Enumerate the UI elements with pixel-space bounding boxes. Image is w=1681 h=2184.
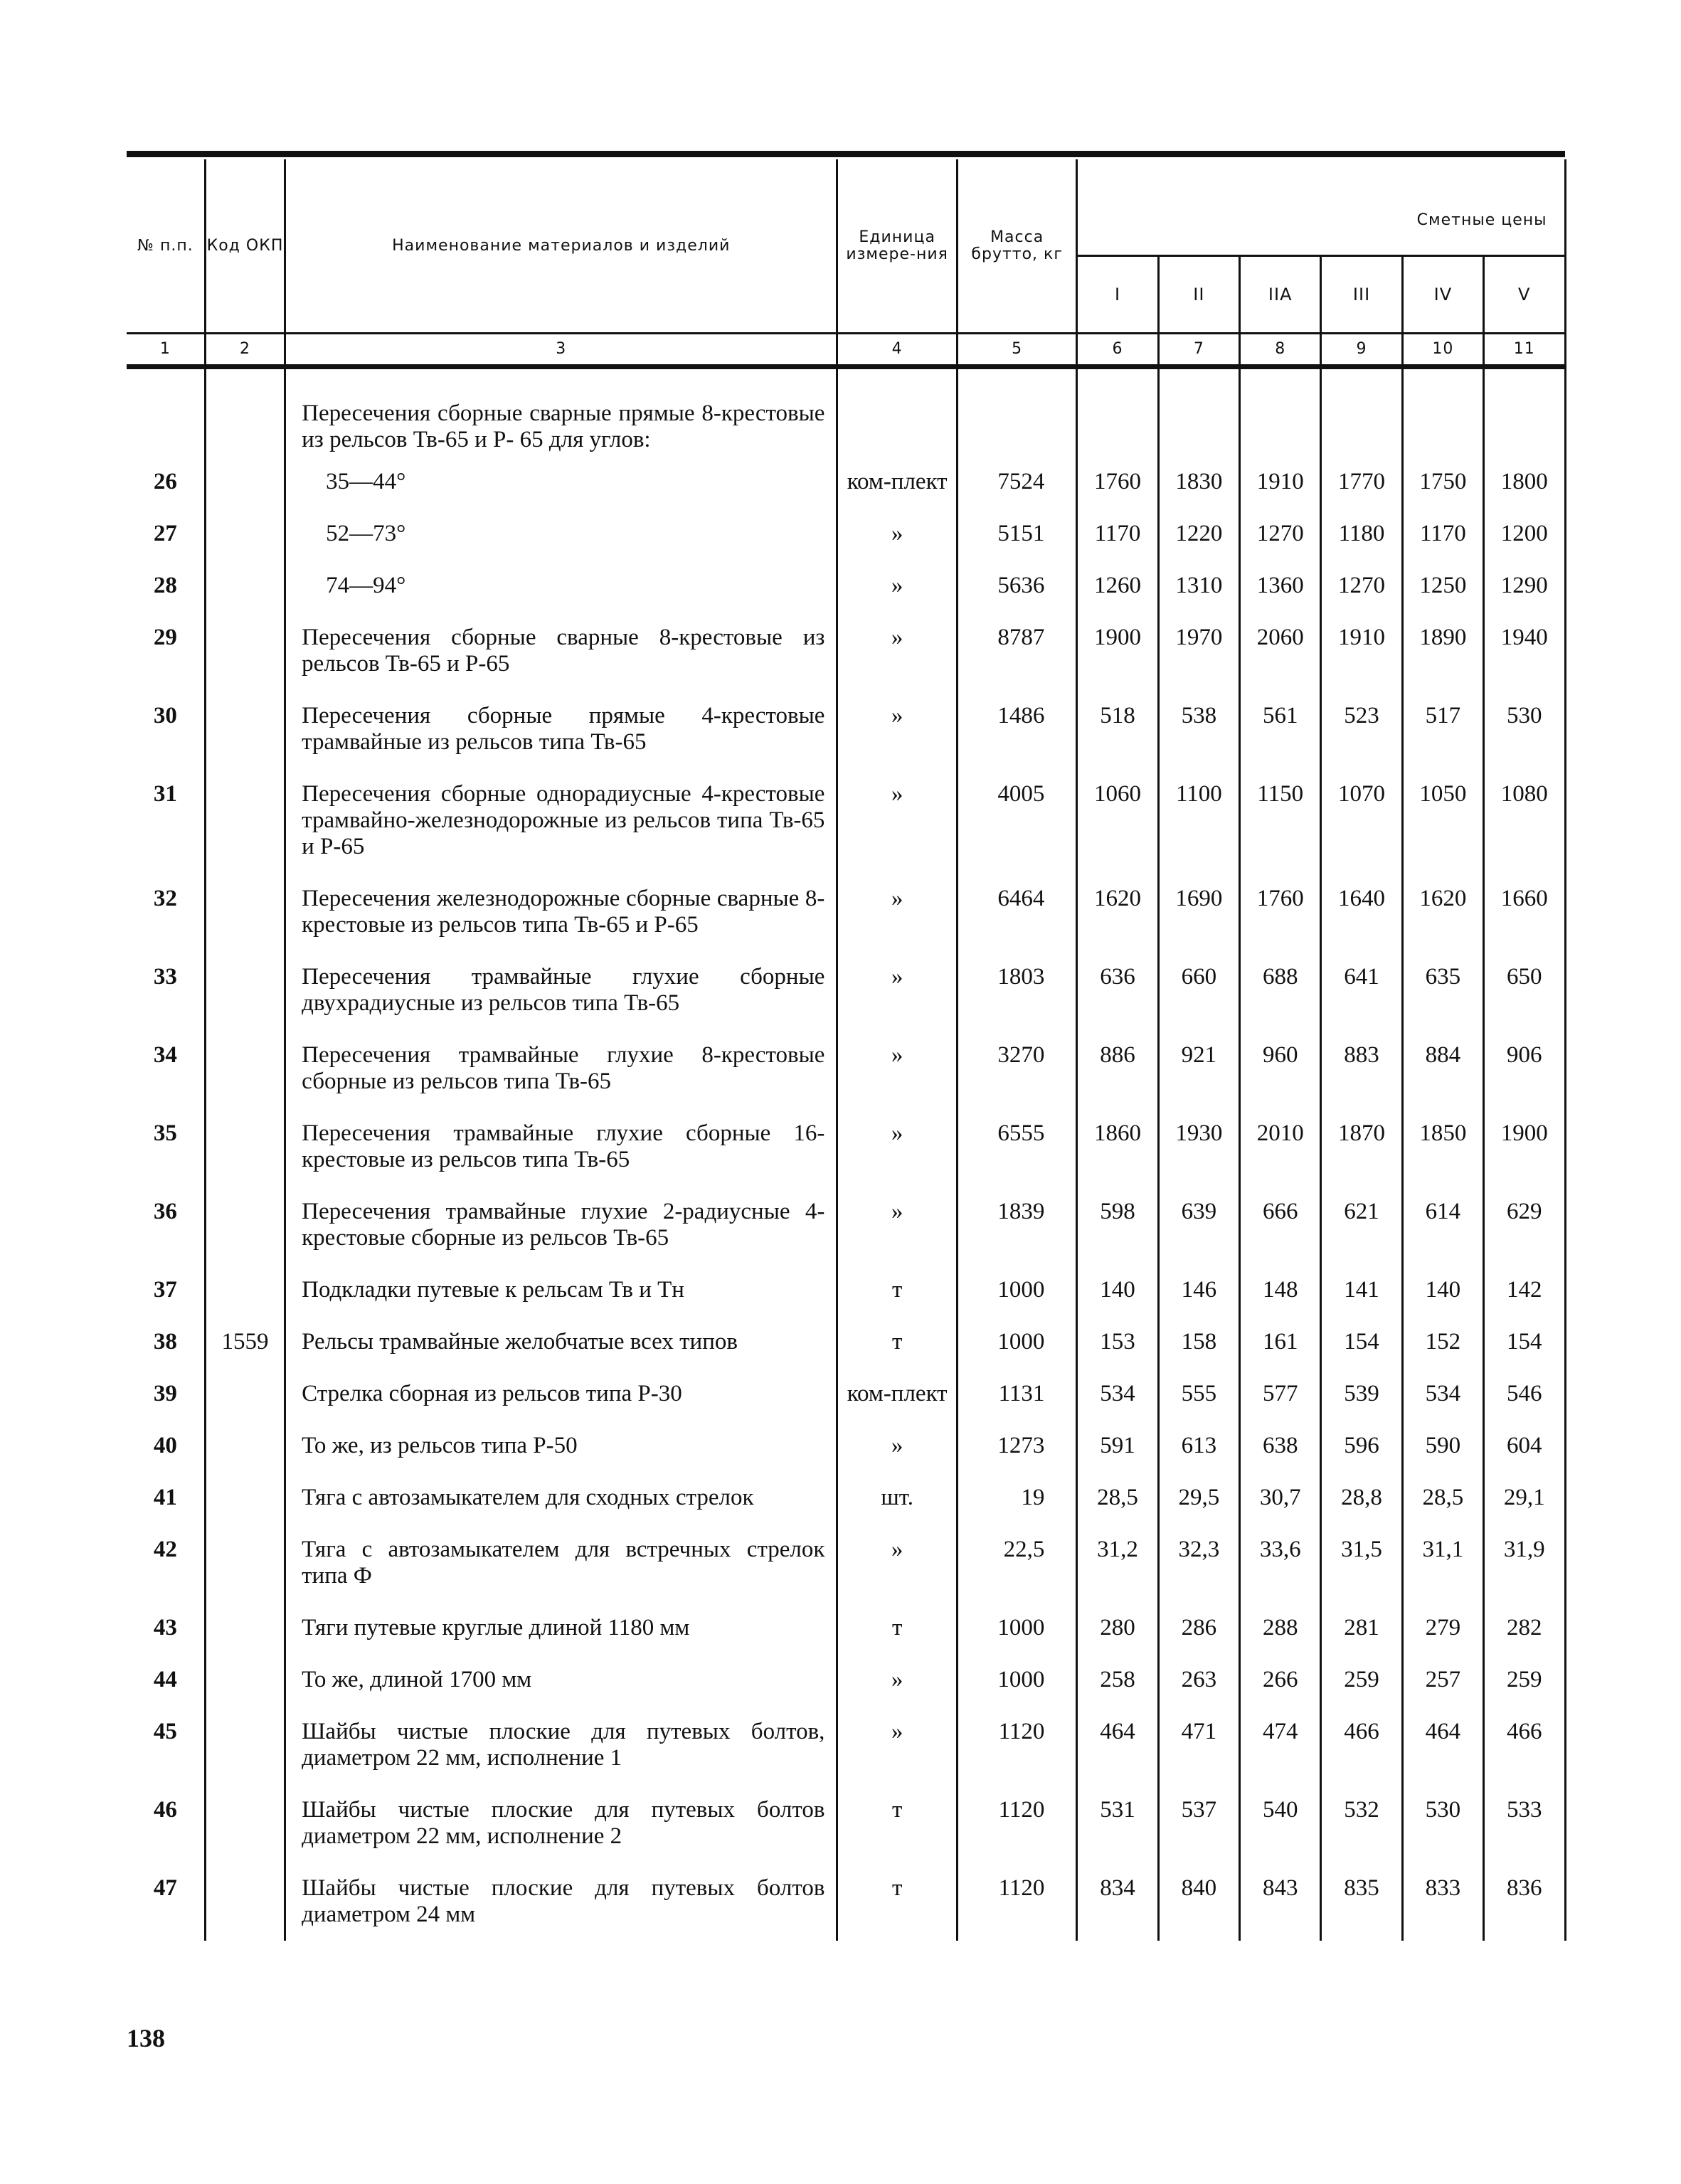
row-number: 31 bbox=[127, 768, 205, 873]
row-price: 280 bbox=[1077, 1602, 1158, 1654]
top-rule bbox=[127, 151, 1565, 157]
row-price: 636 bbox=[1077, 951, 1158, 1029]
row-code bbox=[205, 1029, 285, 1108]
row-price: 140 bbox=[1077, 1264, 1158, 1316]
row-price: 31,5 bbox=[1321, 1524, 1402, 1602]
row-price: 154 bbox=[1484, 1316, 1565, 1368]
table-row bbox=[127, 1108, 1565, 1186]
row-mass: 1120 bbox=[957, 1706, 1076, 1784]
row-code bbox=[205, 1264, 285, 1316]
row-price: 28,5 bbox=[1077, 1472, 1158, 1524]
row-number: 45 bbox=[127, 1706, 205, 1784]
table-row bbox=[127, 612, 1565, 690]
row-price: 1830 bbox=[1158, 456, 1239, 508]
row-code bbox=[205, 1784, 285, 1862]
row-price: 266 bbox=[1240, 1654, 1321, 1706]
row-price: 141 bbox=[1321, 1264, 1402, 1316]
col-number: 2 bbox=[205, 334, 285, 367]
row-number: 33 bbox=[127, 951, 205, 1029]
row-code bbox=[205, 690, 285, 768]
row-code bbox=[205, 1186, 285, 1264]
row-unit: » bbox=[837, 690, 957, 768]
row-price: 666 bbox=[1240, 1186, 1321, 1264]
row-number: 44 bbox=[127, 1654, 205, 1706]
row-price: 1260 bbox=[1077, 560, 1158, 612]
row-price: 288 bbox=[1240, 1602, 1321, 1654]
row-price: 590 bbox=[1402, 1420, 1483, 1472]
row-price: 604 bbox=[1484, 1420, 1565, 1472]
table-row bbox=[127, 768, 1565, 873]
row-price: 1060 bbox=[1077, 768, 1158, 873]
row-price: 886 bbox=[1077, 1029, 1158, 1108]
row-price: 1900 bbox=[1077, 612, 1158, 690]
row-unit: » bbox=[837, 1524, 957, 1602]
row-number: 47 bbox=[127, 1862, 205, 1941]
row-mass: 1000 bbox=[957, 1602, 1076, 1654]
header-zone: IIА bbox=[1240, 256, 1321, 334]
row-price: 1360 bbox=[1240, 560, 1321, 612]
row-price: 1850 bbox=[1402, 1108, 1483, 1186]
row-price: 530 bbox=[1402, 1784, 1483, 1862]
row-price: 263 bbox=[1158, 1654, 1239, 1706]
row-code bbox=[205, 1108, 285, 1186]
row-price: 1910 bbox=[1240, 456, 1321, 508]
header-mass: Масса брутто, кг bbox=[957, 159, 1076, 334]
header-zone: V bbox=[1484, 256, 1565, 334]
row-price: 629 bbox=[1484, 1186, 1565, 1264]
row-price: 533 bbox=[1484, 1784, 1565, 1862]
row-code bbox=[205, 612, 285, 690]
row-mass: 1120 bbox=[957, 1784, 1076, 1862]
row-number: 28 bbox=[127, 560, 205, 612]
row-number: 35 bbox=[127, 1108, 205, 1186]
row-name: Стрелка сборная из рельсов типа Р-30 bbox=[285, 1368, 837, 1420]
row-price: 835 bbox=[1321, 1862, 1402, 1941]
row-price: 884 bbox=[1402, 1029, 1483, 1108]
section-title-row bbox=[127, 367, 1565, 457]
row-price: 29,5 bbox=[1158, 1472, 1239, 1524]
table-row bbox=[127, 456, 1565, 508]
row-name: Пересечения трамвайные глухие сборные двухрадиусные из рельсов типа Тв-65 bbox=[285, 951, 837, 1029]
row-price: 146 bbox=[1158, 1264, 1239, 1316]
row-mass: 1131 bbox=[957, 1368, 1076, 1420]
row-price: 621 bbox=[1321, 1186, 1402, 1264]
table-row bbox=[127, 1862, 1565, 1941]
row-price: 833 bbox=[1402, 1862, 1483, 1941]
row-number: 27 bbox=[127, 508, 205, 560]
table-row bbox=[127, 1654, 1565, 1706]
row-mass: 4005 bbox=[957, 768, 1076, 873]
row-price: 1310 bbox=[1158, 560, 1239, 612]
col-number: 1 bbox=[127, 334, 205, 367]
row-number: 36 bbox=[127, 1186, 205, 1264]
row-mass: 5636 bbox=[957, 560, 1076, 612]
row-price: 639 bbox=[1158, 1186, 1239, 1264]
row-price: 1250 bbox=[1402, 560, 1483, 612]
row-name: Тяга с автозамыкателем для встречных стрелок типа Ф bbox=[285, 1524, 837, 1602]
row-price: 474 bbox=[1240, 1706, 1321, 1784]
row-mass: 6555 bbox=[957, 1108, 1076, 1186]
row-price: 546 bbox=[1484, 1368, 1565, 1420]
row-number: 46 bbox=[127, 1784, 205, 1862]
row-price: 471 bbox=[1158, 1706, 1239, 1784]
row-price: 1940 bbox=[1484, 612, 1565, 690]
row-price: 28,8 bbox=[1321, 1472, 1402, 1524]
row-unit: т bbox=[837, 1784, 957, 1862]
row-name: 52—73° bbox=[285, 508, 837, 560]
row-price: 259 bbox=[1484, 1654, 1565, 1706]
header-num: № п.п. bbox=[127, 159, 205, 334]
row-name: Тяги путевые круглые длиной 1180 мм bbox=[285, 1602, 837, 1654]
row-price: 1660 bbox=[1484, 873, 1565, 951]
row-name: Тяга с автозамыкателем для сходных стрелок bbox=[285, 1472, 837, 1524]
row-price: 161 bbox=[1240, 1316, 1321, 1368]
row-number: 38 bbox=[127, 1316, 205, 1368]
table-row bbox=[127, 1368, 1565, 1420]
row-price: 1620 bbox=[1077, 873, 1158, 951]
row-price: 31,1 bbox=[1402, 1524, 1483, 1602]
col-number: 10 bbox=[1402, 334, 1483, 367]
row-unit: » bbox=[837, 560, 957, 612]
row-price: 1270 bbox=[1240, 508, 1321, 560]
row-price: 1180 bbox=[1321, 508, 1402, 560]
table-row bbox=[127, 1472, 1565, 1524]
row-price: 530 bbox=[1484, 690, 1565, 768]
row-name: Пересечения трамвайные глухие сборные 16-крестовые из рельсов типа Тв-65 bbox=[285, 1108, 837, 1186]
page-number: 138 bbox=[127, 2024, 165, 2052]
row-mass: 1803 bbox=[957, 951, 1076, 1029]
row-unit: » bbox=[837, 951, 957, 1029]
row-code bbox=[205, 456, 285, 508]
row-name: Рельсы трамвайные желобчатые всех типов bbox=[285, 1316, 837, 1368]
row-price: 906 bbox=[1484, 1029, 1565, 1108]
row-price: 31,2 bbox=[1077, 1524, 1158, 1602]
row-price: 153 bbox=[1077, 1316, 1158, 1368]
row-code bbox=[205, 951, 285, 1029]
row-price: 1290 bbox=[1484, 560, 1565, 612]
row-code bbox=[205, 1420, 285, 1472]
row-price: 537 bbox=[1158, 1784, 1239, 1862]
col-number: 5 bbox=[957, 334, 1076, 367]
header-zone: IV bbox=[1402, 256, 1483, 334]
col-number: 3 bbox=[285, 334, 837, 367]
row-price: 258 bbox=[1077, 1654, 1158, 1706]
row-number: 34 bbox=[127, 1029, 205, 1108]
row-name: 74—94° bbox=[285, 560, 837, 612]
row-price: 1170 bbox=[1402, 508, 1483, 560]
row-price: 531 bbox=[1077, 1784, 1158, 1862]
row-price: 29,1 bbox=[1484, 1472, 1565, 1524]
row-price: 464 bbox=[1077, 1706, 1158, 1784]
row-price: 1750 bbox=[1402, 456, 1483, 508]
row-price: 466 bbox=[1321, 1706, 1402, 1784]
row-unit: » bbox=[837, 1186, 957, 1264]
col-number: 11 bbox=[1484, 334, 1565, 367]
col-number: 7 bbox=[1158, 334, 1239, 367]
row-price: 598 bbox=[1077, 1186, 1158, 1264]
row-price: 1930 bbox=[1158, 1108, 1239, 1186]
row-mass: 22,5 bbox=[957, 1524, 1076, 1602]
row-price: 2060 bbox=[1240, 612, 1321, 690]
row-price: 1690 bbox=[1158, 873, 1239, 951]
row-unit: » bbox=[837, 1029, 957, 1108]
row-price: 1080 bbox=[1484, 768, 1565, 873]
table-body bbox=[127, 367, 1565, 1941]
row-price: 843 bbox=[1240, 1862, 1321, 1941]
row-price: 1620 bbox=[1402, 873, 1483, 951]
row-price: 921 bbox=[1158, 1029, 1239, 1108]
row-code bbox=[205, 1862, 285, 1941]
col-number: 8 bbox=[1240, 334, 1321, 367]
row-price: 152 bbox=[1402, 1316, 1483, 1368]
row-price: 1070 bbox=[1321, 768, 1402, 873]
header-code: Код ОКП bbox=[205, 159, 285, 334]
row-name: Пересечения сборные однорадиусные 4-крестовые трамвайно-железнодорожные из рельсов типа Тв-65 и Р-65 bbox=[285, 768, 837, 873]
row-mass: 7524 bbox=[957, 456, 1076, 508]
row-price: 635 bbox=[1402, 951, 1483, 1029]
row-price: 1870 bbox=[1321, 1108, 1402, 1186]
row-price: 466 bbox=[1484, 1706, 1565, 1784]
row-price: 538 bbox=[1158, 690, 1239, 768]
table-row bbox=[127, 1264, 1565, 1316]
row-name: Шайбы чистые плоские для путевых болтов диаметром 22 мм, исполнение 2 bbox=[285, 1784, 837, 1862]
table-row bbox=[127, 508, 1565, 560]
row-price: 532 bbox=[1321, 1784, 1402, 1862]
row-price: 1050 bbox=[1402, 768, 1483, 873]
row-name: Пересечения сборные прямые 4-крестовые трамвайные из рельсов типа Тв-65 bbox=[285, 690, 837, 768]
row-price: 282 bbox=[1484, 1602, 1565, 1654]
row-number: 37 bbox=[127, 1264, 205, 1316]
row-price: 33,6 bbox=[1240, 1524, 1321, 1602]
row-price: 286 bbox=[1158, 1602, 1239, 1654]
table-row bbox=[127, 873, 1565, 951]
row-price: 1890 bbox=[1402, 612, 1483, 690]
header-unit: Единица измере-ния bbox=[837, 159, 957, 334]
row-unit: » bbox=[837, 508, 957, 560]
row-code bbox=[205, 508, 285, 560]
row-price: 555 bbox=[1158, 1368, 1239, 1420]
row-unit: » bbox=[837, 768, 957, 873]
row-unit: » bbox=[837, 873, 957, 951]
row-mass: 1000 bbox=[957, 1316, 1076, 1368]
row-code bbox=[205, 873, 285, 951]
row-mass: 1839 bbox=[957, 1186, 1076, 1264]
row-price: 539 bbox=[1321, 1368, 1402, 1420]
row-name: Пересечения сборные сварные 8-крестовые из рельсов Тв-65 и Р-65 bbox=[285, 612, 837, 690]
row-price: 591 bbox=[1077, 1420, 1158, 1472]
row-price: 523 bbox=[1321, 690, 1402, 768]
row-price: 638 bbox=[1240, 1420, 1321, 1472]
row-number: 32 bbox=[127, 873, 205, 951]
row-price: 2010 bbox=[1240, 1108, 1321, 1186]
row-mass: 1486 bbox=[957, 690, 1076, 768]
row-number: 40 bbox=[127, 1420, 205, 1472]
row-price: 1770 bbox=[1321, 456, 1402, 508]
row-price: 1170 bbox=[1077, 508, 1158, 560]
row-price: 1760 bbox=[1240, 873, 1321, 951]
row-price: 660 bbox=[1158, 951, 1239, 1029]
row-name: Пересечения трамвайные глухие 2-радиусные 4-крестовые сборные из рельсов Тв-65 bbox=[285, 1186, 837, 1264]
row-price: 561 bbox=[1240, 690, 1321, 768]
table-row bbox=[127, 1784, 1565, 1862]
row-price: 140 bbox=[1402, 1264, 1483, 1316]
row-price: 836 bbox=[1484, 1862, 1565, 1941]
row-mass: 6464 bbox=[957, 873, 1076, 951]
row-price: 1910 bbox=[1321, 612, 1402, 690]
row-code bbox=[205, 1368, 285, 1420]
row-mass: 1273 bbox=[957, 1420, 1076, 1472]
row-code bbox=[205, 1602, 285, 1654]
row-code bbox=[205, 560, 285, 612]
row-price: 1220 bbox=[1158, 508, 1239, 560]
row-unit: » bbox=[837, 1108, 957, 1186]
row-price: 534 bbox=[1077, 1368, 1158, 1420]
header-zone: II bbox=[1158, 256, 1239, 334]
row-price: 281 bbox=[1321, 1602, 1402, 1654]
row-price: 464 bbox=[1402, 1706, 1483, 1784]
row-price: 1900 bbox=[1484, 1108, 1565, 1186]
row-code bbox=[205, 768, 285, 873]
col-number: 9 bbox=[1321, 334, 1402, 367]
row-unit: » bbox=[837, 612, 957, 690]
row-unit: т bbox=[837, 1264, 957, 1316]
row-name: Пересечения железнодорожные сборные сварные 8-крестовые из рельсов типа Тв-65 и Р-65 bbox=[285, 873, 837, 951]
row-code bbox=[205, 1472, 285, 1524]
row-price: 1800 bbox=[1484, 456, 1565, 508]
row-price: 30,7 bbox=[1240, 1472, 1321, 1524]
row-price: 1150 bbox=[1240, 768, 1321, 873]
row-name: Подкладки путевые к рельсам Тв и Тн bbox=[285, 1264, 837, 1316]
header-name: Наименование материалов и изделий bbox=[285, 159, 837, 334]
table-row bbox=[127, 1316, 1565, 1368]
row-mass: 1120 bbox=[957, 1862, 1076, 1941]
table-row bbox=[127, 1706, 1565, 1784]
row-mass: 8787 bbox=[957, 612, 1076, 690]
row-code: 1559 bbox=[205, 1316, 285, 1368]
table-row bbox=[127, 1186, 1565, 1264]
row-price: 1200 bbox=[1484, 508, 1565, 560]
row-price: 1100 bbox=[1158, 768, 1239, 873]
row-price: 614 bbox=[1402, 1186, 1483, 1264]
row-price: 158 bbox=[1158, 1316, 1239, 1368]
row-price: 257 bbox=[1402, 1654, 1483, 1706]
row-price: 148 bbox=[1240, 1264, 1321, 1316]
row-number: 26 bbox=[127, 456, 205, 508]
row-price: 279 bbox=[1402, 1602, 1483, 1654]
row-price: 1270 bbox=[1321, 560, 1402, 612]
header-zone: III bbox=[1321, 256, 1402, 334]
row-price: 517 bbox=[1402, 690, 1483, 768]
table-row bbox=[127, 690, 1565, 768]
row-name: Пересечения трамвайные глухие 8-крестовые сборные из рельсов типа Тв-65 bbox=[285, 1029, 837, 1108]
row-name: То же, из рельсов типа Р-50 bbox=[285, 1420, 837, 1472]
row-number: 42 bbox=[127, 1524, 205, 1602]
row-price: 32,3 bbox=[1158, 1524, 1239, 1602]
row-name: Шайбы чистые плоские для путевых болтов, диаметром 22 мм, исполнение 1 bbox=[285, 1706, 837, 1784]
header-zone: I bbox=[1077, 256, 1158, 334]
row-price: 613 bbox=[1158, 1420, 1239, 1472]
row-price: 1640 bbox=[1321, 873, 1402, 951]
col-number: 6 bbox=[1077, 334, 1158, 367]
row-mass: 19 bbox=[957, 1472, 1076, 1524]
row-price: 28,5 bbox=[1402, 1472, 1483, 1524]
section-title: Пересечения сборные сварные прямые 8-крестовые из рельсов Тв-65 и Р- 65 для углов: bbox=[285, 367, 837, 457]
row-unit: т bbox=[837, 1862, 957, 1941]
row-price: 688 bbox=[1240, 951, 1321, 1029]
row-unit: » bbox=[837, 1706, 957, 1784]
row-mass: 3270 bbox=[957, 1029, 1076, 1108]
row-price: 540 bbox=[1240, 1784, 1321, 1862]
table-row bbox=[127, 951, 1565, 1029]
row-mass: 1000 bbox=[957, 1264, 1076, 1316]
row-number: 39 bbox=[127, 1368, 205, 1420]
table-row bbox=[127, 560, 1565, 612]
row-number: 30 bbox=[127, 690, 205, 768]
row-price: 596 bbox=[1321, 1420, 1402, 1472]
row-price: 1860 bbox=[1077, 1108, 1158, 1186]
row-code bbox=[205, 1524, 285, 1602]
price-table bbox=[127, 159, 1565, 1941]
row-price: 518 bbox=[1077, 690, 1158, 768]
row-name: То же, длиной 1700 мм bbox=[285, 1654, 837, 1706]
row-number: 43 bbox=[127, 1602, 205, 1654]
row-price: 577 bbox=[1240, 1368, 1321, 1420]
row-number: 29 bbox=[127, 612, 205, 690]
row-price: 142 bbox=[1484, 1264, 1565, 1316]
row-unit: ком-плект bbox=[837, 456, 957, 508]
row-price: 154 bbox=[1321, 1316, 1402, 1368]
row-unit: ком-плект bbox=[837, 1368, 957, 1420]
row-code bbox=[205, 1706, 285, 1784]
row-price: 534 bbox=[1402, 1368, 1483, 1420]
row-price: 1760 bbox=[1077, 456, 1158, 508]
table-row bbox=[127, 1029, 1565, 1108]
row-unit: т bbox=[837, 1316, 957, 1368]
row-name: Шайбы чистые плоские для путевых болтов диаметром 24 мм bbox=[285, 1862, 837, 1941]
row-price: 31,9 bbox=[1484, 1524, 1565, 1602]
header-prices-group: Сметные цены bbox=[1077, 159, 1565, 256]
table-row bbox=[127, 1420, 1565, 1472]
row-price: 834 bbox=[1077, 1862, 1158, 1941]
row-name: 35—44° bbox=[285, 456, 837, 508]
row-price: 641 bbox=[1321, 951, 1402, 1029]
row-mass: 5151 bbox=[957, 508, 1076, 560]
row-price: 259 bbox=[1321, 1654, 1402, 1706]
row-price: 840 bbox=[1158, 1862, 1239, 1941]
table-row bbox=[127, 1524, 1565, 1602]
row-unit: » bbox=[837, 1654, 957, 1706]
row-price: 960 bbox=[1240, 1029, 1321, 1108]
row-code bbox=[205, 1654, 285, 1706]
table-row bbox=[127, 1602, 1565, 1654]
row-mass: 1000 bbox=[957, 1654, 1076, 1706]
row-price: 1970 bbox=[1158, 612, 1239, 690]
row-unit: т bbox=[837, 1602, 957, 1654]
row-unit: шт. bbox=[837, 1472, 957, 1524]
row-unit: » bbox=[837, 1420, 957, 1472]
row-price: 883 bbox=[1321, 1029, 1402, 1108]
col-number: 4 bbox=[837, 334, 957, 367]
row-number: 41 bbox=[127, 1472, 205, 1524]
row-price: 650 bbox=[1484, 951, 1565, 1029]
